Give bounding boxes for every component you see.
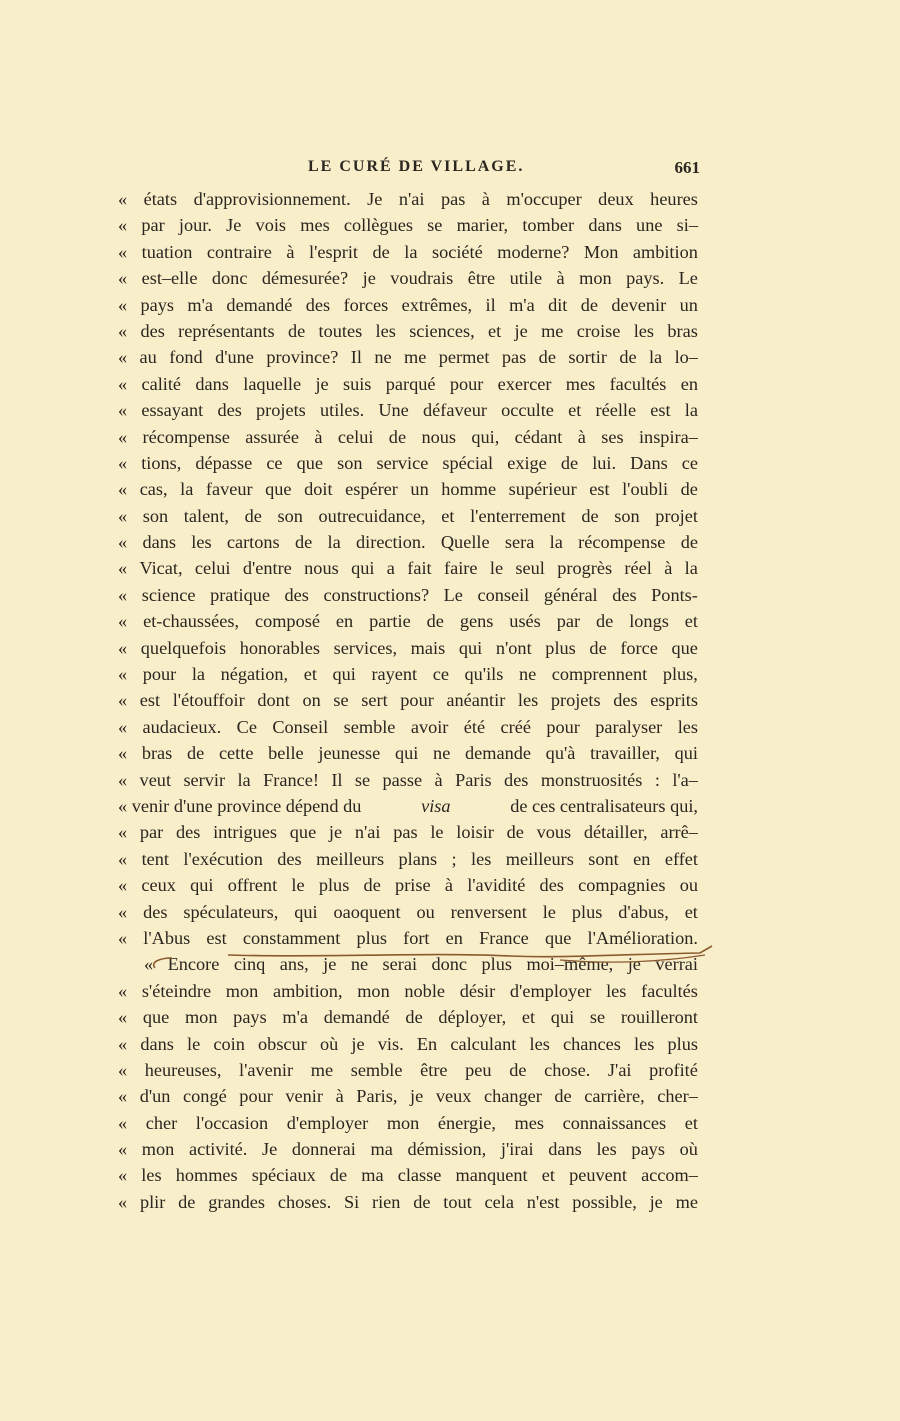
italic-word: visa <box>421 795 451 816</box>
text-line: « science pratique des constructions? Le conseil général des Ponts- <box>118 584 698 605</box>
text-line: « d'un congé pour venir à Paris, je veux changer de carrière, cher– <box>118 1086 698 1107</box>
text-line: « Encore cinq ans, je ne serai donc plus moi–même, je verrai <box>144 954 698 975</box>
text-line: « ceux qui offrent le plus de prise à l'avidité des compagnies ou <box>118 875 698 896</box>
text-line: « son talent, de son outrecuidance, et l'enterrement de son projet <box>118 505 698 526</box>
text-line: « des spéculateurs, qui oaoquent ou renversent le plus d'abus, et <box>118 901 698 922</box>
text-line: « essayant des projets utiles. Une défaveur occulte et réelle est la <box>118 400 698 421</box>
text-line: « au fond d'une province? Il ne me permet pas de sortir de la lo– <box>118 347 698 368</box>
text-line: « Vicat, celui d'entre nous qui a fait faire le seul progrès réel à la <box>118 558 698 579</box>
text-line: « audacieux. Ce Conseil semble avoir été créé pour paralyser les <box>118 716 698 737</box>
text-line: « tions, dépasse ce que son service spécial exige de lui. Dans ce <box>118 452 698 473</box>
page-header <box>118 158 700 182</box>
running-title: LE CURÉ DE VILLAGE. <box>308 158 525 175</box>
text-line: « heureuses, l'avenir me semble être peu de chose. J'ai profité <box>118 1059 698 1080</box>
text-line: « s'éteindre mon ambition, mon noble désir d'employer les facultés <box>118 980 698 1001</box>
page-number: 661 <box>674 158 700 177</box>
text-line: « dans le coin obscur où je vis. En calculant les chances les plus <box>118 1033 698 1054</box>
text-line: « veut servir la France! Il se passe à Paris des monstruosités : l'a– <box>118 769 698 790</box>
text-line: « tent l'exécution des meilleurs plans ; les meilleurs sont en effet <box>118 848 698 869</box>
text-segment: de ces centralisateurs qui, <box>510 795 698 816</box>
text-line: « états d'approvisionnement. Je n'ai pas à m'occuper deux heures <box>118 189 698 209</box>
text-line: « que mon pays m'a demandé de déployer, et qui se rouilleront <box>118 1007 698 1028</box>
text-line: « des représentants de toutes les sciences, et je me croise les bras <box>118 320 698 341</box>
text-line: « l'Abus est constamment plus fort en France que l'Amélioration. <box>118 927 698 948</box>
text-line: « et-chaussées, composé en partie de gens usés par de longs et <box>118 611 698 632</box>
text-line: « mon activité. Je donnerai ma démission, j'irai dans les pays où <box>118 1139 698 1160</box>
text-segment: « venir d'une province dépend du <box>118 795 362 816</box>
text-line: « pays m'a demandé des forces extrêmes, il m'a dit de devenir un <box>118 294 698 315</box>
text-line: « cher l'occasion d'employer mon énergie, mes connaissances et <box>118 1112 698 1133</box>
text-line: « tuation contraire à l'esprit de la société moderne? Mon ambition <box>118 241 698 262</box>
body-text <box>118 186 698 1215</box>
text-line <box>118 793 698 819</box>
text-line: « récompense assurée à celui de nous qui, cédant à ses inspira– <box>118 426 698 447</box>
text-line: « bras de cette belle jeunesse qui ne demande qu'à travailler, qui <box>118 743 698 764</box>
text-line: « quelquefois honorables services, mais qui n'ont plus de force que <box>118 637 698 658</box>
text-line: « plir de grandes choses. Si rien de tout cela n'est possible, je me <box>118 1191 698 1212</box>
text-line: « est l'étouffoir dont on se sert pour anéantir les projets des esprits <box>118 690 698 711</box>
text-line: « cas, la faveur que doit espérer un homme supérieur est l'oubli de <box>118 479 698 500</box>
text-line: « par jour. Je vois mes collègues se marier, tomber dans une si– <box>118 215 698 236</box>
text-line: « pour la négation, et qui rayent ce qu'ils ne comprennent plus, <box>118 664 698 685</box>
text-line: « dans les cartons de la direction. Quelle sera la récompense de <box>118 532 698 553</box>
text-line: « est–elle donc démesurée? je voudrais être utile à mon pays. Le <box>118 268 698 289</box>
text-line: « par des intrigues que je n'ai pas le loisir de vous détailler, arrê– <box>118 822 698 843</box>
text-line: « calité dans laquelle je suis parqué pour exercer mes facultés en <box>118 373 698 394</box>
text-line: « les hommes spéciaux de ma classe manquent et peuvent accom– <box>118 1165 698 1186</box>
